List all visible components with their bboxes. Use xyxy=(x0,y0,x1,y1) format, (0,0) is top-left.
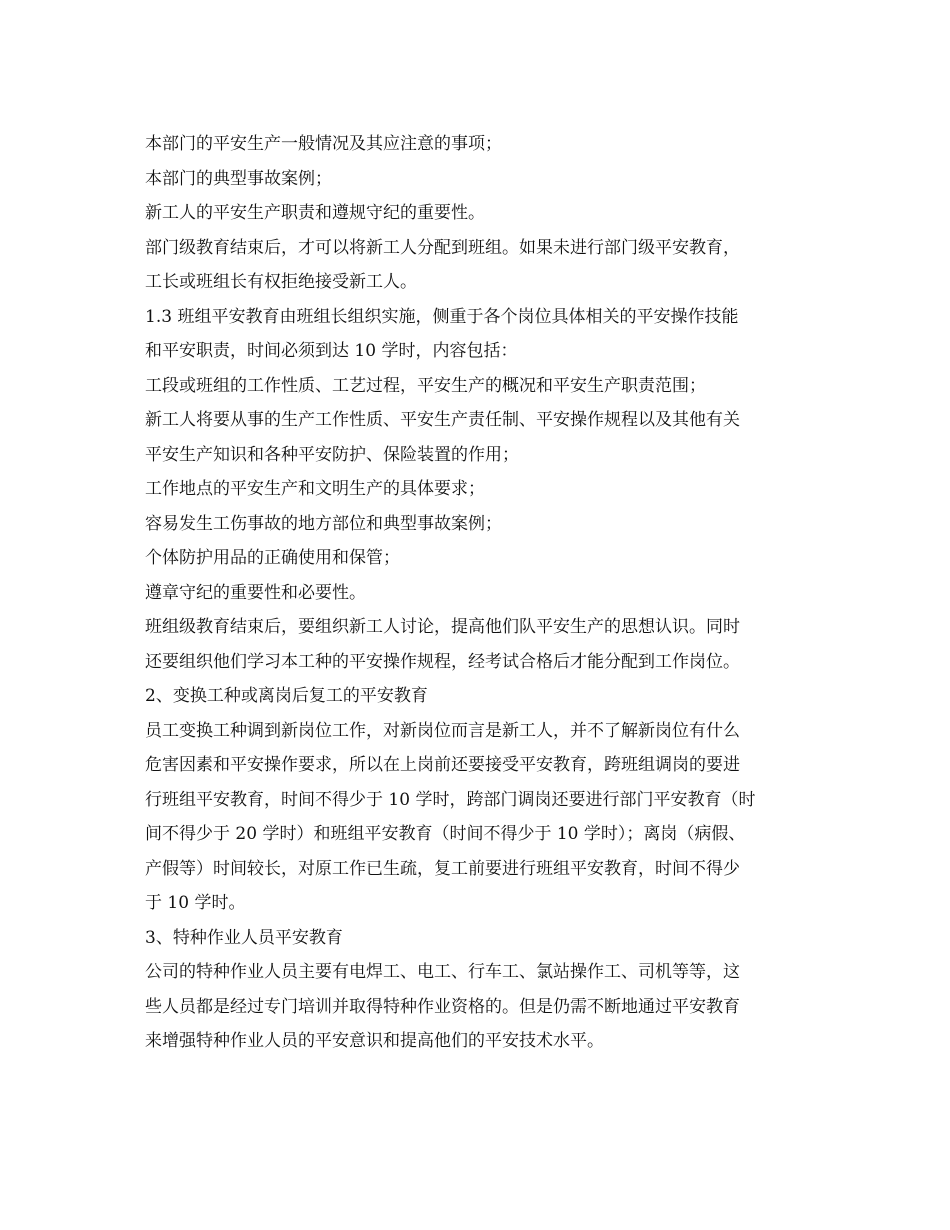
text-line: 还要组织他们学习本工种的平安操作规程，经考试合格后才能分配到工作岗位。 xyxy=(145,651,740,672)
text-line: 容易发生工伤事故的地方部位和典型事故案例； xyxy=(145,513,502,534)
section-heading: 2、变换工种或离岗后复工的平安教育 xyxy=(145,686,428,706)
text-line: 本部门的平安生产一般情况及其应注意的事项； xyxy=(145,134,502,154)
text-line: 员工变换工种调到新岗位工作，对新岗位而言是新工人，并不了解新岗位有什么 xyxy=(145,720,740,741)
text-line: 个体防护用品的正确使用和保管； xyxy=(145,548,400,568)
text-line: 1.3 班组平安教育由班组长组织实施，侧重于各个岗位具体相关的平安操作技能 xyxy=(145,306,739,327)
text-line: 本部门的典型事故案例； xyxy=(145,168,332,189)
text-line: 平安生产知识和各种平安防护、保险装置的作用； xyxy=(145,444,519,465)
document-body xyxy=(145,127,810,1059)
text-line: 新工人将要从事的生产工作性质、平安生产责任制、平安操作规程以及其他有关 xyxy=(145,410,740,430)
text-line: 工段或班组的工作性质、工艺过程，平安生产的概况和平安生产职责范围； xyxy=(145,375,706,396)
text-line: 遵章守纪的重要性和必要性。 xyxy=(145,582,366,603)
text-line: 部门级教育结束后，才可以将新工人分配到班组。如果未进行部门级平安教育， xyxy=(145,237,740,258)
text-line: 和平安职责，时间必须到达 10 学时，内容包括： xyxy=(145,341,518,361)
text-line: 来增强特种作业人员的平安意识和提高他们的平安技术水平。 xyxy=(145,1031,604,1051)
text-line: 产假等）时间较长，对原工作已生疏，复工前要进行班组平安教育，时间不得少 xyxy=(145,858,740,879)
text-line: 公司的特种作业人员主要有电焊工、电工、行车工、氯站操作工、司机等等，这 xyxy=(145,962,740,982)
text-line: 间不得少于 20 学时）和班组平安教育（时间不得少于 10 学时）；离岗（病假、 xyxy=(145,824,746,844)
text-line: 班组级教育结束后，要组织新工人讨论，提高他们队平安生产的思想认识。同时 xyxy=(145,617,740,637)
section-heading: 3、特种作业人员平安教育 xyxy=(145,927,343,948)
text-line: 行班组平安教育，时间不得少于 10 学时，跨部门调岗还要进行部门平安教育（时 xyxy=(145,789,756,810)
text-line: 于 10 学时。 xyxy=(145,893,246,913)
text-line: 工长或班组长有权拒绝接受新工人。 xyxy=(145,272,417,292)
text-line: 危害因素和平安操作要求，所以在上岗前还要接受平安教育，跨班组调岗的要进 xyxy=(145,755,740,775)
text-line: 新工人的平安生产职责和遵规守纪的重要性。 xyxy=(145,203,485,223)
text-line: 些人员都是经过专门培训并取得特种作业资格的。但是仍需不断地通过平安教育 xyxy=(145,996,740,1017)
text-line: 工作地点的平安生产和文明生产的具体要求； xyxy=(145,479,485,499)
